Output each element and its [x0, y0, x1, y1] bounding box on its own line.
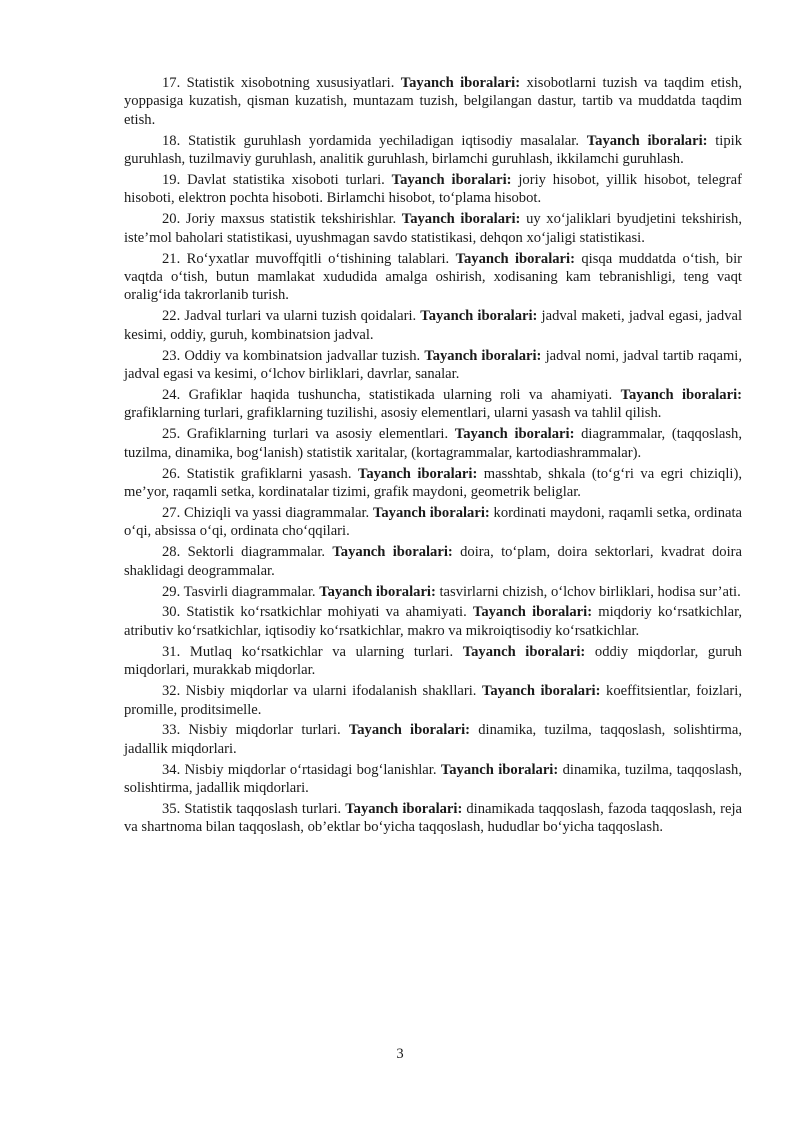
keywords-label: Tayanch iboralari:	[391, 172, 512, 189]
topic-title: Nisbiy miqdorlar turlari.	[188, 722, 341, 739]
topic-item	[124, 307, 742, 344]
keywords-text: tipik guruhlash, tuzilmaviy guruhlash, analitik guruhlash, birlamchi guruhlash, ikkilamchi guruhlash.	[124, 132, 743, 168]
topic-item	[124, 132, 742, 169]
keywords-text: kordinati maydoni, raqamli setka, ordinata o‘qi, absissa o‘qi, ordinata cho‘qqilari.	[124, 504, 743, 540]
keywords-label: Tayanch iboralari:	[348, 722, 471, 739]
keywords-label: Tayanch iboralari:	[319, 583, 436, 600]
topic-number: 23.	[162, 347, 181, 364]
keywords-label: Tayanch iboralari:	[481, 683, 601, 700]
topic-title: Grafiklarning turlari va asosiy elementlari.	[186, 426, 449, 443]
keywords-label: Tayanch iboralari:	[400, 75, 521, 91]
topic-number: 27.	[162, 504, 181, 521]
keywords-text: koeffitsientlar, foizlari, promille, proditsimelle.	[124, 683, 742, 718]
topic-number: 26.	[162, 465, 181, 482]
topic-item	[124, 682, 742, 719]
topic-title: Mutlaq ko‘rsatkichlar va ularning turlari.	[189, 643, 454, 660]
keywords-text: grafiklarning turlari, grafiklarning tuzilishi, asosiy elementlari, ularni yasash va tahlil qilish.	[124, 405, 662, 422]
topic-number: 24.	[162, 387, 181, 403]
topic-item	[124, 386, 742, 423]
keywords-label: Tayanch iboralari:	[357, 465, 478, 482]
keywords-text: diagrammalar, (taqqoslash, tuzilma, dinamika, bog‘lanish) statistik xaritalar, (kortagrammalar, kartodiashrammalar).	[124, 426, 742, 461]
keywords-text: joriy hisobot, yillik hisobot, telegraf hisoboti, elektron pochta hisoboti. Birlamchi hisobot, to‘plama hisobot.	[124, 172, 742, 207]
keywords-text: uy xo‘jaliklari byudjetini tekshirish, iste’mol baholari statistikasi, uyushmagan savdo statistikasi, dehqon xo‘jaligi statistikasi.	[124, 211, 742, 246]
topic-item	[124, 465, 742, 502]
topic-item	[124, 603, 742, 640]
topic-item	[124, 761, 742, 798]
topic-item	[124, 721, 742, 758]
topic-number: 18.	[162, 132, 181, 149]
keywords-label: Tayanch iboralari:	[372, 504, 490, 521]
topic-number: 20.	[162, 211, 181, 228]
keywords-text: miqdoriy ko‘rsatkichlar, atributiv ko‘rsatkichlar, iqtisodiy ko‘rsatkichlar, makro va mikroiqtisodiy ko‘rsatkichlar.	[124, 604, 742, 639]
topic-title: Oddiy va kombinatsion jadvallar tuzish.	[184, 347, 421, 364]
topic-item	[124, 171, 742, 208]
topic-title: Grafiklar haqida tushuncha, statistikada ularning roli va ahamiyati.	[188, 387, 613, 403]
topic-number: 25.	[162, 426, 181, 443]
keywords-text: tasvirlarni chizish, o‘lchov birliklari, hodisa sur’ati.	[439, 583, 741, 600]
keywords-label: Tayanch iboralari:	[454, 426, 575, 443]
topic-item	[124, 800, 742, 837]
topic-item	[124, 425, 742, 462]
keywords-text: masshtab, shkala (to‘g‘ri va egri chiziqli), me’yor, raqamli setka, kordinatalar tizimi, grafik maydoni, geometrik beliglar.	[124, 465, 742, 501]
keywords-label: Tayanch iboralari:	[424, 347, 542, 364]
topic-item	[124, 74, 742, 129]
topic-number: 19.	[162, 172, 181, 189]
keywords-text: dinamika, tuzilma, taqqoslash, solishtirma, jadallik miqdorlari.	[124, 761, 742, 797]
keywords-label: Tayanch iboralari:	[620, 387, 742, 403]
topic-number: 30.	[162, 604, 181, 621]
keywords-label: Tayanch iboralari:	[462, 643, 586, 660]
topic-title: Chiziqli va yassi diagrammalar.	[184, 504, 370, 521]
topic-title: Davlat statistika xisoboti turlari.	[187, 172, 385, 189]
topic-title: Statistik guruhlash yordamida yechiladigan iqtisodiy masalalar.	[188, 132, 579, 149]
keywords-label: Tayanch iboralari:	[472, 604, 593, 621]
topic-number: 34.	[162, 761, 181, 778]
topic-item	[124, 504, 742, 541]
topic-item	[124, 583, 742, 601]
keywords-label: Tayanch iboralari:	[401, 211, 521, 228]
keywords-label: Tayanch iboralari:	[586, 132, 708, 149]
keywords-label: Tayanch iboralari:	[440, 761, 559, 778]
topic-item	[124, 643, 742, 680]
topic-number: 32.	[162, 683, 181, 700]
keywords-text: qisqa muddatda o‘tish, bir vaqtda o‘tish, butun mamlakat xududida amalga oshirish, xodisaning kam tebranishligi, teng vaqt oralig‘ida takrorlanib turish.	[124, 250, 743, 304]
keywords-label: Tayanch iboralari:	[345, 801, 463, 818]
topic-title: Statistik grafiklarni yasash.	[186, 465, 352, 482]
keywords-text: doira, to‘plam, doira sektorlari, kvadrat doira shaklidagi deogrammalar.	[124, 544, 742, 579]
keywords-label: Tayanch iboralari:	[455, 250, 575, 267]
topic-number: 17.	[162, 75, 181, 91]
topic-title: Statistik taqqoslash turlari.	[184, 801, 342, 818]
topic-title: Statistik ko‘rsatkichlar mohiyati va ahamiyati.	[186, 604, 467, 621]
keywords-text: dinamika, tuzilma, taqqoslash, solishtirma, jadallik miqdorlari.	[124, 722, 742, 757]
topic-number: 29.	[162, 583, 181, 600]
topic-number: 35.	[162, 801, 181, 818]
topic-title: Sektorli diagrammalar.	[187, 544, 326, 561]
page-number: 3	[396, 1046, 404, 1062]
keywords-text: dinamikada taqqoslash, fazoda taqqoslash, reja va shartnoma bilan taqqoslash, ob’ektlar bo‘yicha taqqoslash, hududlar bo‘yicha taqqoslash.	[124, 801, 742, 836]
topic-number: 28.	[162, 544, 181, 561]
keywords-text: jadval nomi, jadval tartib raqami, jadval egasi va kesimi, o‘lchov birliklari, davrlar, sanalar.	[124, 347, 742, 383]
topic-item	[124, 347, 742, 384]
topic-title: Jadval turlari va ularni tuzish qoidalari.	[184, 308, 417, 325]
keywords-text: jadval maketi, jadval egasi, jadval kesimi, oddiy, guruh, kombinatsion jadval.	[124, 308, 743, 343]
topic-title: Joriy maxsus statistik tekshirishlar.	[185, 211, 397, 228]
topic-title: Statistik xisobotning xususiyatlari.	[186, 75, 395, 91]
topic-title: Nisbiy miqdorlar o‘rtasidagi bog‘lanishlar.	[184, 761, 437, 778]
topic-title: Nisbiy miqdorlar va ularni ifodalanish shakllari.	[185, 683, 477, 700]
topic-number: 33.	[162, 722, 181, 739]
topics-list	[124, 74, 742, 839]
keywords-text: xisobotlarni tuzish va taqdim etish, yoppasiga kuzatish, qisman kuzatish, muntazam tuzish, belgilangan dastur, tartib va muddatda taqdim etish.	[124, 75, 742, 128]
topic-title: Tasvirli diagrammalar.	[183, 583, 316, 600]
topic-item	[124, 250, 742, 305]
topic-number: 22.	[162, 308, 181, 325]
topic-number: 31.	[162, 643, 181, 660]
keywords-text: oddiy miqdorlar, guruh miqdorlari, murakkab miqdorlar.	[124, 643, 742, 679]
keywords-label: Tayanch iboralari:	[332, 544, 453, 561]
topic-title: Ro‘yxatlar muvoffqitli o‘tishining talablari.	[186, 250, 450, 267]
topic-item	[124, 210, 742, 247]
topic-item	[124, 543, 742, 580]
keywords-label: Tayanch iboralari:	[420, 308, 538, 325]
topic-number: 21.	[162, 250, 181, 267]
